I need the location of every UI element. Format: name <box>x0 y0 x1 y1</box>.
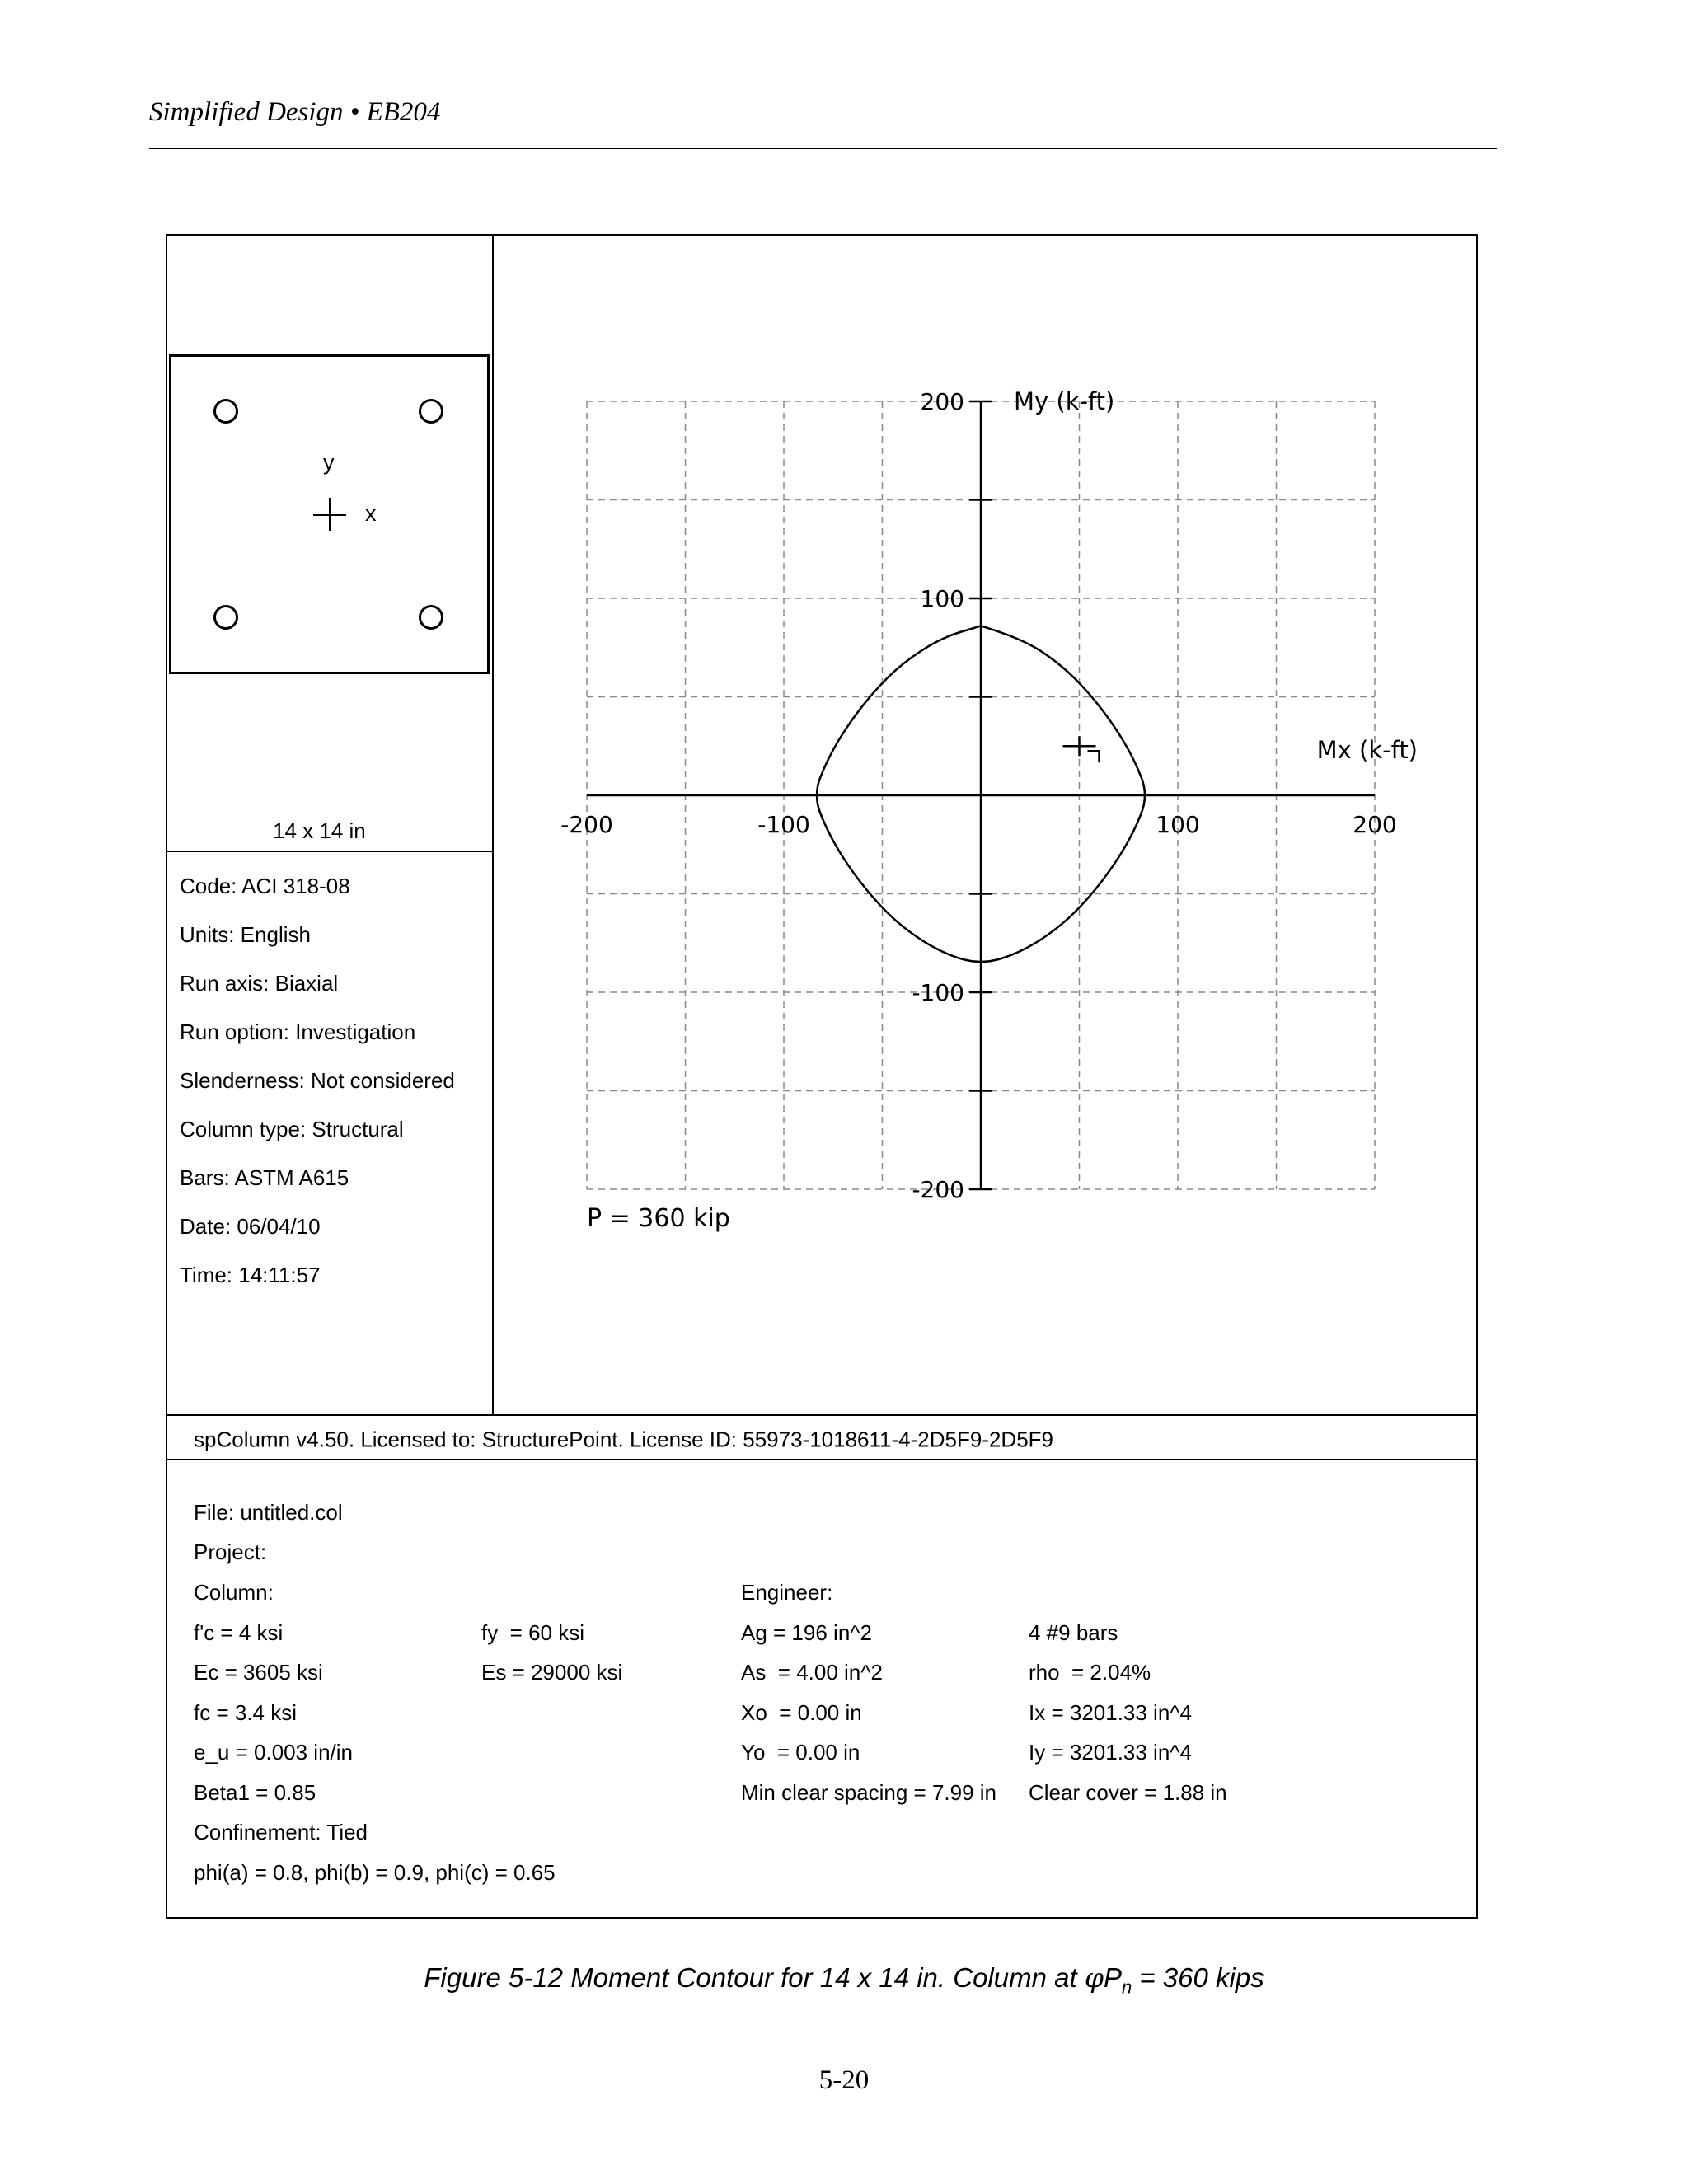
x-tick-label: -100 <box>757 811 810 838</box>
prop-file: File: untitled.col <box>194 1500 343 1525</box>
run-info-code: Code: ACI 318-08 <box>180 874 350 898</box>
prop-project: Project: <box>194 1540 267 1564</box>
license-line: spColumn v4.50. Licensed to: StructurePoint. License ID: 55973-1018611-4-2D5F9-2D5F9 <box>194 1427 1053 1452</box>
x-tick-label: -200 <box>560 811 613 838</box>
page-number: 5-20 <box>818 2065 870 2095</box>
prop-column: Column: <box>194 1580 274 1605</box>
prop-beta1: Beta1 = 0.85 <box>194 1780 316 1805</box>
prop-bars: 4 #9 bars <box>1029 1620 1118 1645</box>
y-tick-label: -100 <box>912 979 964 1006</box>
prop-xo: Xo = 0.00 in <box>741 1700 862 1725</box>
caption-subscript: n <box>1121 1976 1132 1998</box>
prop-clear-cover: Clear cover = 1.88 in <box>1029 1780 1227 1805</box>
section-x-label: x <box>365 501 377 526</box>
run-info-column-type: Column type: Structural <box>180 1117 404 1141</box>
figure-caption <box>0 1961 1688 1999</box>
y-tick-label: 200 <box>920 388 964 415</box>
load-point-marker <box>1088 751 1100 762</box>
prop-iy: Iy = 3201.33 in^4 <box>1029 1740 1192 1765</box>
caption-prefix: Figure 5-12 Moment Contour for 14 x 14 in. Column at <box>424 1962 1085 1993</box>
prop-min-spacing: Min clear spacing = 7.99 in <box>741 1780 997 1805</box>
caption-p: P <box>1103 1962 1122 1993</box>
prop-ec: Ec = 3605 ksi <box>194 1660 323 1685</box>
prop-rho: rho = 2.04% <box>1029 1660 1151 1685</box>
run-info-date: Date: 06/04/10 <box>180 1214 321 1239</box>
y-tick-label: -200 <box>912 1176 964 1203</box>
load-annotation: P = 360 kip <box>587 1204 730 1233</box>
run-info-axis: Run axis: Biaxial <box>180 971 339 996</box>
section-size-label: 14 x 14 in <box>273 818 366 843</box>
section-y-label: y <box>323 450 335 475</box>
y-tick-label: 100 <box>920 585 964 612</box>
caption-phi: φ <box>1084 1961 1104 1994</box>
prop-ix: Ix = 3201.33 in^4 <box>1029 1700 1192 1725</box>
x-tick-label: 200 <box>1353 811 1397 838</box>
y-axis-label: My (k-ft) <box>1014 387 1115 415</box>
run-info-units: Units: English <box>180 922 311 947</box>
prop-fc: f'c = 4 ksi <box>194 1620 284 1645</box>
prop-as: As = 4.00 in^2 <box>741 1660 883 1685</box>
run-info-option: Run option: Investigation <box>180 1019 416 1044</box>
run-info-slenderness: Slenderness: Not considered <box>180 1068 455 1093</box>
running-head: Simplified Design • EB204 <box>149 97 441 127</box>
prop-engineer: Engineer: <box>741 1580 833 1605</box>
caption-suffix: = 360 kips <box>1132 1962 1264 1993</box>
run-info-time: Time: 14:11:57 <box>180 1263 321 1287</box>
prop-fy: fy = 60 ksi <box>481 1620 584 1645</box>
x-axis-label: Mx (k-ft) <box>1316 736 1418 764</box>
prop-confinement: Confinement: Tied <box>194 1820 368 1844</box>
prop-ag: Ag = 196 in^2 <box>741 1620 872 1645</box>
x-tick-label: 100 <box>1156 811 1200 838</box>
run-info-bars: Bars: ASTM A615 <box>180 1165 349 1190</box>
prop-yo: Yo = 0.00 in <box>741 1740 860 1765</box>
prop-es: Es = 29000 ksi <box>481 1660 623 1685</box>
prop-eu: e_u = 0.003 in/in <box>194 1740 353 1765</box>
prop-phi: phi(a) = 0.8, phi(b) = 0.9, phi(c) = 0.65 <box>194 1860 556 1885</box>
prop-fc-reduced: fc = 3.4 ksi <box>194 1700 297 1725</box>
